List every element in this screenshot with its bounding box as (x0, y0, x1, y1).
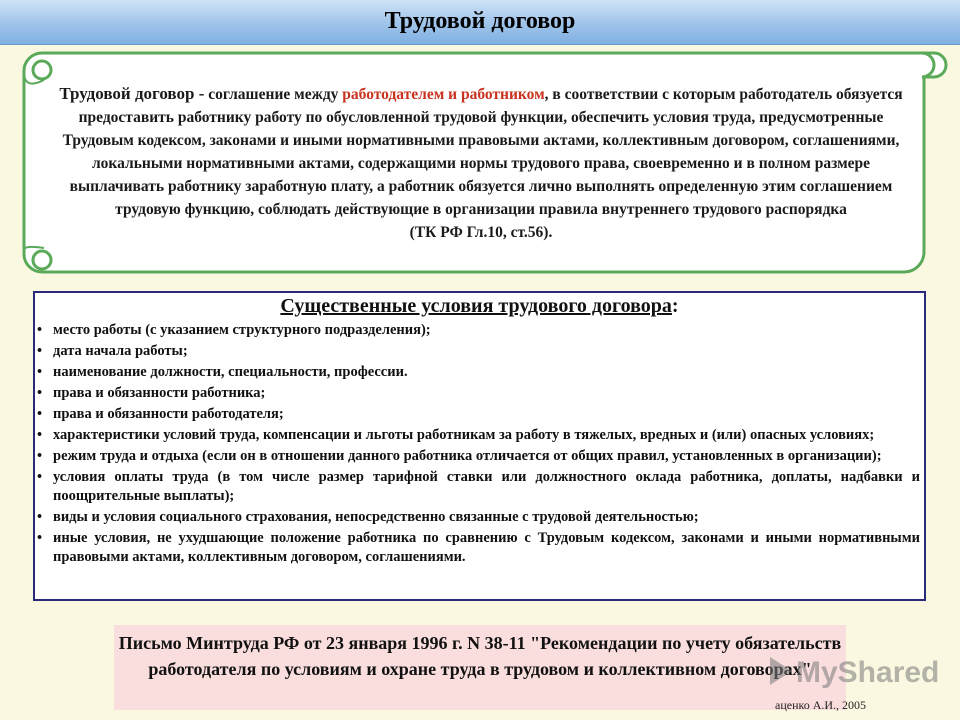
condition-text: условия оплаты труда (в том числе размер тарифной ставки или должностного оклада работника, доплаты, надбавки и поощрительные выплаты); (53, 469, 920, 504)
play-icon (770, 657, 792, 685)
bullet-icon: • (37, 530, 43, 546)
bullet-icon: • (37, 469, 43, 485)
header-bar (0, 0, 960, 45)
definition-text-before: соглашение между (204, 86, 343, 103)
definition-lead: Трудовой договор - (59, 84, 205, 103)
condition-item (35, 342, 920, 361)
bullet-icon: • (37, 364, 43, 380)
condition-text: место работы (с указанием структурного подразделения); (53, 322, 431, 338)
definition-reference: (ТК РФ Гл.10, ст.56). (409, 224, 553, 241)
condition-text: дата начала работы; (53, 343, 188, 359)
condition-item (35, 426, 920, 445)
condition-item (35, 447, 920, 466)
bullet-icon: • (37, 406, 43, 422)
condition-text: характеристики условий труда, компенсации и льготы работникам за работу в тяжелых, вредных и (или) опасных условиях; (53, 427, 875, 443)
condition-item (35, 529, 920, 567)
definition-text-after: , в соответствии с которым работодатель обязуется предоставить работнику работу по обусловленной трудовой функции, обеспечить условия труда, предусмотренные Трудовым кодексом, законами и иными нормативными правовыми актами, коллективным договором, соглашениями, локальными нормативными актами, содержащими нормы трудового права, своевременно и в полном размере выплачивать работнику заработную плату, а работник обязуется лично выполнять определенную этим соглашением трудовую функцию, соблюдать действующие в организации правила внутреннего трудового распорядка (62, 86, 903, 218)
condition-item (35, 321, 920, 340)
definition-text (52, 82, 910, 244)
condition-item (35, 508, 920, 527)
author-credit: аценко А.И., 2005 (775, 698, 867, 712)
bullet-icon: • (37, 385, 43, 401)
watermark-logo: MyShared (770, 656, 939, 690)
condition-item (35, 468, 920, 506)
bullet-icon: • (37, 509, 43, 525)
bullet-icon: • (37, 427, 43, 443)
condition-text: виды и условия социального страхования, непосредственно связанные с трудовой деятельностью; (53, 509, 699, 525)
definition-highlight: работодателем и работником (342, 86, 545, 103)
page-title: Трудовой договор (384, 8, 576, 34)
conditions-title: Существенные условия трудового договора: (280, 295, 679, 317)
conditions-list (35, 321, 924, 567)
condition-item (35, 405, 920, 424)
letter-text: Письмо Минтруда РФ от 23 января 1996 г. N 38-11 "Рекомендации по учету обязательств работодателя по условиям и охране труда в трудовом и коллективном договорах" (118, 633, 842, 679)
bullet-icon: • (37, 448, 43, 464)
conditions-box (33, 291, 926, 601)
condition-text: права и обязанности работника; (53, 385, 266, 401)
bullet-icon: • (37, 322, 43, 338)
condition-item (35, 363, 920, 382)
condition-text: режим труда и отдыха (если он в отношении данного работника отличается от общих правил, установленных в организации); (53, 448, 882, 464)
letter-reference (114, 625, 846, 710)
bullet-icon: • (37, 343, 43, 359)
condition-item (35, 384, 920, 403)
condition-text: иные условия, не ухудшающие положение работника по сравнению с Трудовым кодексом, законами и иными нормативными правовыми актами, коллективным договором, соглашениями. (53, 530, 920, 565)
condition-text: наименование должности, специальности, профессии. (53, 364, 408, 380)
condition-text: права и обязанности работодателя; (53, 406, 284, 422)
